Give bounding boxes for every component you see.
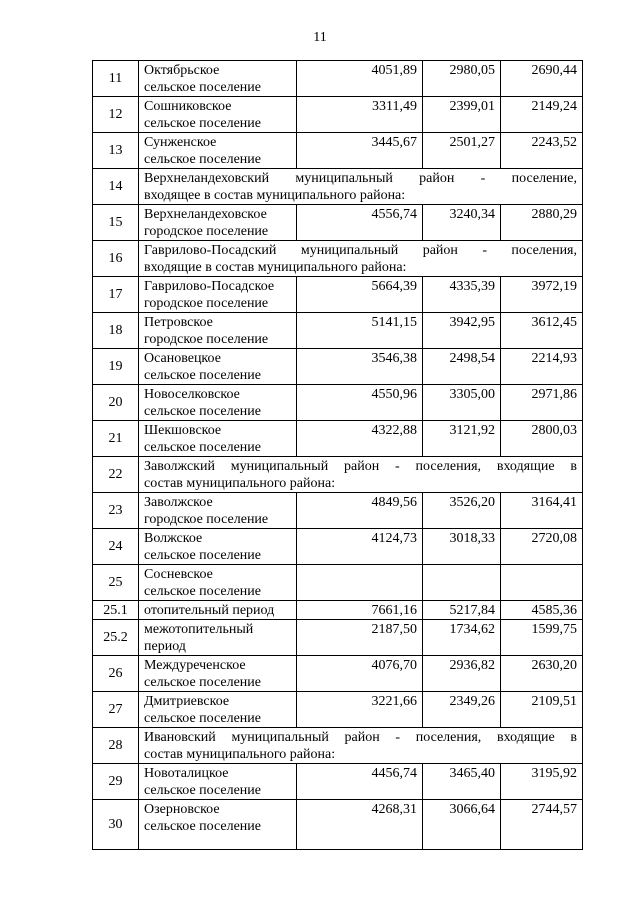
- value-cell-2: 3240,34: [423, 205, 501, 241]
- table-row: [93, 656, 583, 692]
- settlement-name: [139, 313, 297, 349]
- value-cell-1: 4550,96: [297, 385, 423, 421]
- value-cell-2: 2399,01: [423, 97, 501, 133]
- district-header-text: [139, 169, 583, 205]
- row-number: 23: [93, 493, 139, 529]
- settlement-name-line: городское поселение: [144, 332, 269, 347]
- row-number: 28: [93, 728, 139, 764]
- value-cell-2: 2980,05: [423, 61, 501, 97]
- table-row: [93, 620, 583, 656]
- settlement-name-line: Новоселковское: [144, 387, 240, 402]
- district-header-line: Гаврилово-Посадский муниципальный район - поселения,: [144, 243, 577, 258]
- settlement-name: [139, 601, 297, 620]
- settlement-name-line: Междуреченское: [144, 658, 246, 673]
- settlement-name-line: городское поселение: [144, 296, 269, 311]
- district-header-row: [93, 241, 583, 277]
- table-row: [93, 529, 583, 565]
- value-cell-3: 2800,03: [501, 421, 583, 457]
- value-cell-1: 4456,74: [297, 764, 423, 800]
- value-cell-3: 3612,45: [501, 313, 583, 349]
- value-cell-1: 5141,15: [297, 313, 423, 349]
- row-number: 22: [93, 457, 139, 493]
- row-number: 15: [93, 205, 139, 241]
- value-cell-2: 3066,64: [423, 800, 501, 850]
- row-number: 21: [93, 421, 139, 457]
- settlement-name: [139, 565, 297, 601]
- settlement-name-line: период: [144, 639, 186, 654]
- value-cell-2: 4335,39: [423, 277, 501, 313]
- value-cell-1: 4076,70: [297, 656, 423, 692]
- table-row: [93, 493, 583, 529]
- district-header-line: входящее в состав муниципального района:: [144, 188, 406, 203]
- settlement-name: [139, 529, 297, 565]
- page-number: 11: [313, 30, 327, 45]
- district-header-line: состав муниципального района:: [144, 476, 336, 491]
- value-cell-2: 3018,33: [423, 529, 501, 565]
- value-cell-2: 2501,27: [423, 133, 501, 169]
- settlement-name-line: сельское поселение: [144, 152, 261, 167]
- row-number: 30: [93, 800, 139, 850]
- value-cell-2: 2936,82: [423, 656, 501, 692]
- table-row: [93, 313, 583, 349]
- value-cell-3: 2243,52: [501, 133, 583, 169]
- value-cell-2: 1734,62: [423, 620, 501, 656]
- row-number: 12: [93, 97, 139, 133]
- settlement-name-line: Верхнеландеховское: [144, 207, 267, 222]
- value-cell-1: 3311,49: [297, 97, 423, 133]
- value-cell-3: 2744,57: [501, 800, 583, 850]
- district-header-text: [139, 457, 583, 493]
- settlement-name-line: сельское поселение: [144, 440, 261, 455]
- row-number: 25: [93, 565, 139, 601]
- row-number: 26: [93, 656, 139, 692]
- settlement-name: [139, 133, 297, 169]
- value-cell-2: 3121,92: [423, 421, 501, 457]
- row-number: 17: [93, 277, 139, 313]
- value-cell-3: [501, 565, 583, 601]
- value-cell-3: 2720,08: [501, 529, 583, 565]
- row-number: 11: [93, 61, 139, 97]
- table-body: [93, 61, 583, 850]
- district-header-line: входящие в состав муниципального района:: [144, 260, 407, 275]
- value-cell-1: 7661,16: [297, 601, 423, 620]
- value-cell-1: 4124,73: [297, 529, 423, 565]
- settlement-name: [139, 656, 297, 692]
- settlement-name: [139, 421, 297, 457]
- settlement-name-line: Волжское: [144, 531, 203, 546]
- value-cell-2: 5217,84: [423, 601, 501, 620]
- value-cell-2: [423, 565, 501, 601]
- value-cell-3: 2630,20: [501, 656, 583, 692]
- row-number: 29: [93, 764, 139, 800]
- value-cell-3: 4585,36: [501, 601, 583, 620]
- value-cell-1: 3546,38: [297, 349, 423, 385]
- settlement-name-line: отопительный период: [144, 603, 275, 618]
- settlement-name-line: сельское поселение: [144, 711, 261, 726]
- value-cell-1: 2187,50: [297, 620, 423, 656]
- settlement-name-line: сельское поселение: [144, 819, 261, 834]
- value-cell-3: 2971,86: [501, 385, 583, 421]
- tariff-table: [92, 60, 583, 850]
- settlement-name-line: Гаврилово-Посадское: [144, 279, 275, 294]
- settlement-name: [139, 800, 297, 850]
- settlement-name: [139, 764, 297, 800]
- table-row: [93, 61, 583, 97]
- settlement-name: [139, 61, 297, 97]
- settlement-name-line: сельское поселение: [144, 548, 261, 563]
- value-cell-2: 2349,26: [423, 692, 501, 728]
- district-header-line: Ивановский муниципальный район - поселения, входящие в: [144, 730, 577, 745]
- value-cell-1: [297, 565, 423, 601]
- value-cell-3: 2880,29: [501, 205, 583, 241]
- settlement-name-line: межотопительный: [144, 622, 254, 637]
- value-cell-2: 3465,40: [423, 764, 501, 800]
- row-number: 25.1: [93, 601, 139, 620]
- district-header-line: Заволжский муниципальный район - поселения, входящие в: [144, 459, 577, 474]
- row-number: 27: [93, 692, 139, 728]
- row-number: 24: [93, 529, 139, 565]
- value-cell-2: 3305,00: [423, 385, 501, 421]
- settlement-name: [139, 349, 297, 385]
- district-header-row: [93, 169, 583, 205]
- value-cell-1: 3445,67: [297, 133, 423, 169]
- value-cell-2: 3526,20: [423, 493, 501, 529]
- settlement-name-line: сельское поселение: [144, 368, 261, 383]
- row-number: 20: [93, 385, 139, 421]
- value-cell-1: 4322,88: [297, 421, 423, 457]
- table-row: [93, 133, 583, 169]
- settlement-name-line: Петровское: [144, 315, 213, 330]
- table-row: [93, 800, 583, 850]
- district-header-row: [93, 728, 583, 764]
- table-row: [93, 601, 583, 620]
- value-cell-3: 3972,19: [501, 277, 583, 313]
- settlement-name-line: Осановецкое: [144, 351, 221, 366]
- settlement-name-line: сельское поселение: [144, 80, 261, 95]
- value-cell-1: 4556,74: [297, 205, 423, 241]
- district-header-line: состав муниципального района:: [144, 747, 336, 762]
- settlement-name-line: Сунженское: [144, 135, 217, 150]
- settlement-name-line: сельское поселение: [144, 783, 261, 798]
- settlement-name-line: сельское поселение: [144, 584, 261, 599]
- settlement-name-line: Дмитриевское: [144, 694, 230, 709]
- settlement-name-line: городское поселение: [144, 512, 269, 527]
- value-cell-1: 4849,56: [297, 493, 423, 529]
- settlement-name: [139, 205, 297, 241]
- value-cell-3: 2109,51: [501, 692, 583, 728]
- table-row: [93, 349, 583, 385]
- settlement-name: [139, 385, 297, 421]
- table-row: [93, 692, 583, 728]
- settlement-name-line: Новоталицкое: [144, 766, 229, 781]
- row-number: 25.2: [93, 620, 139, 656]
- settlement-name-line: Сошниковское: [144, 99, 232, 114]
- table-row: [93, 421, 583, 457]
- settlement-name-line: Заволжское: [144, 495, 213, 510]
- settlement-name-line: сельское поселение: [144, 404, 261, 419]
- settlement-name: [139, 493, 297, 529]
- table-row: [93, 764, 583, 800]
- value-cell-3: 2149,24: [501, 97, 583, 133]
- settlement-name-line: Шекшовское: [144, 423, 222, 438]
- value-cell-1: 4051,89: [297, 61, 423, 97]
- settlement-name-line: Озерновское: [144, 802, 220, 817]
- row-number: 18: [93, 313, 139, 349]
- value-cell-1: 5664,39: [297, 277, 423, 313]
- table-row: [93, 385, 583, 421]
- value-cell-2: 3942,95: [423, 313, 501, 349]
- table-row: [93, 277, 583, 313]
- settlement-name: [139, 692, 297, 728]
- district-header-text: [139, 728, 583, 764]
- settlement-name-line: сельское поселение: [144, 116, 261, 131]
- value-cell-1: 3221,66: [297, 692, 423, 728]
- settlement-name-line: Сосневское: [144, 567, 213, 582]
- district-header-row: [93, 457, 583, 493]
- row-number: 16: [93, 241, 139, 277]
- table-row: [93, 565, 583, 601]
- settlement-name: [139, 620, 297, 656]
- value-cell-2: 2498,54: [423, 349, 501, 385]
- value-cell-3: 2690,44: [501, 61, 583, 97]
- value-cell-3: 3195,92: [501, 764, 583, 800]
- value-cell-3: 2214,93: [501, 349, 583, 385]
- table-row: [93, 97, 583, 133]
- row-number: 19: [93, 349, 139, 385]
- district-header-text: [139, 241, 583, 277]
- settlement-name: [139, 97, 297, 133]
- value-cell-3: 1599,75: [501, 620, 583, 656]
- settlement-name-line: сельское поселение: [144, 675, 261, 690]
- value-cell-1: 4268,31: [297, 800, 423, 850]
- district-header-line: Верхнеландеховский муниципальный район - поселение,: [144, 171, 577, 186]
- row-number: 13: [93, 133, 139, 169]
- settlement-name-line: городское поселение: [144, 224, 269, 239]
- value-cell-3: 3164,41: [501, 493, 583, 529]
- settlement-name: [139, 277, 297, 313]
- settlement-name-line: Октябрьское: [144, 63, 220, 78]
- row-number: 14: [93, 169, 139, 205]
- table-row: [93, 205, 583, 241]
